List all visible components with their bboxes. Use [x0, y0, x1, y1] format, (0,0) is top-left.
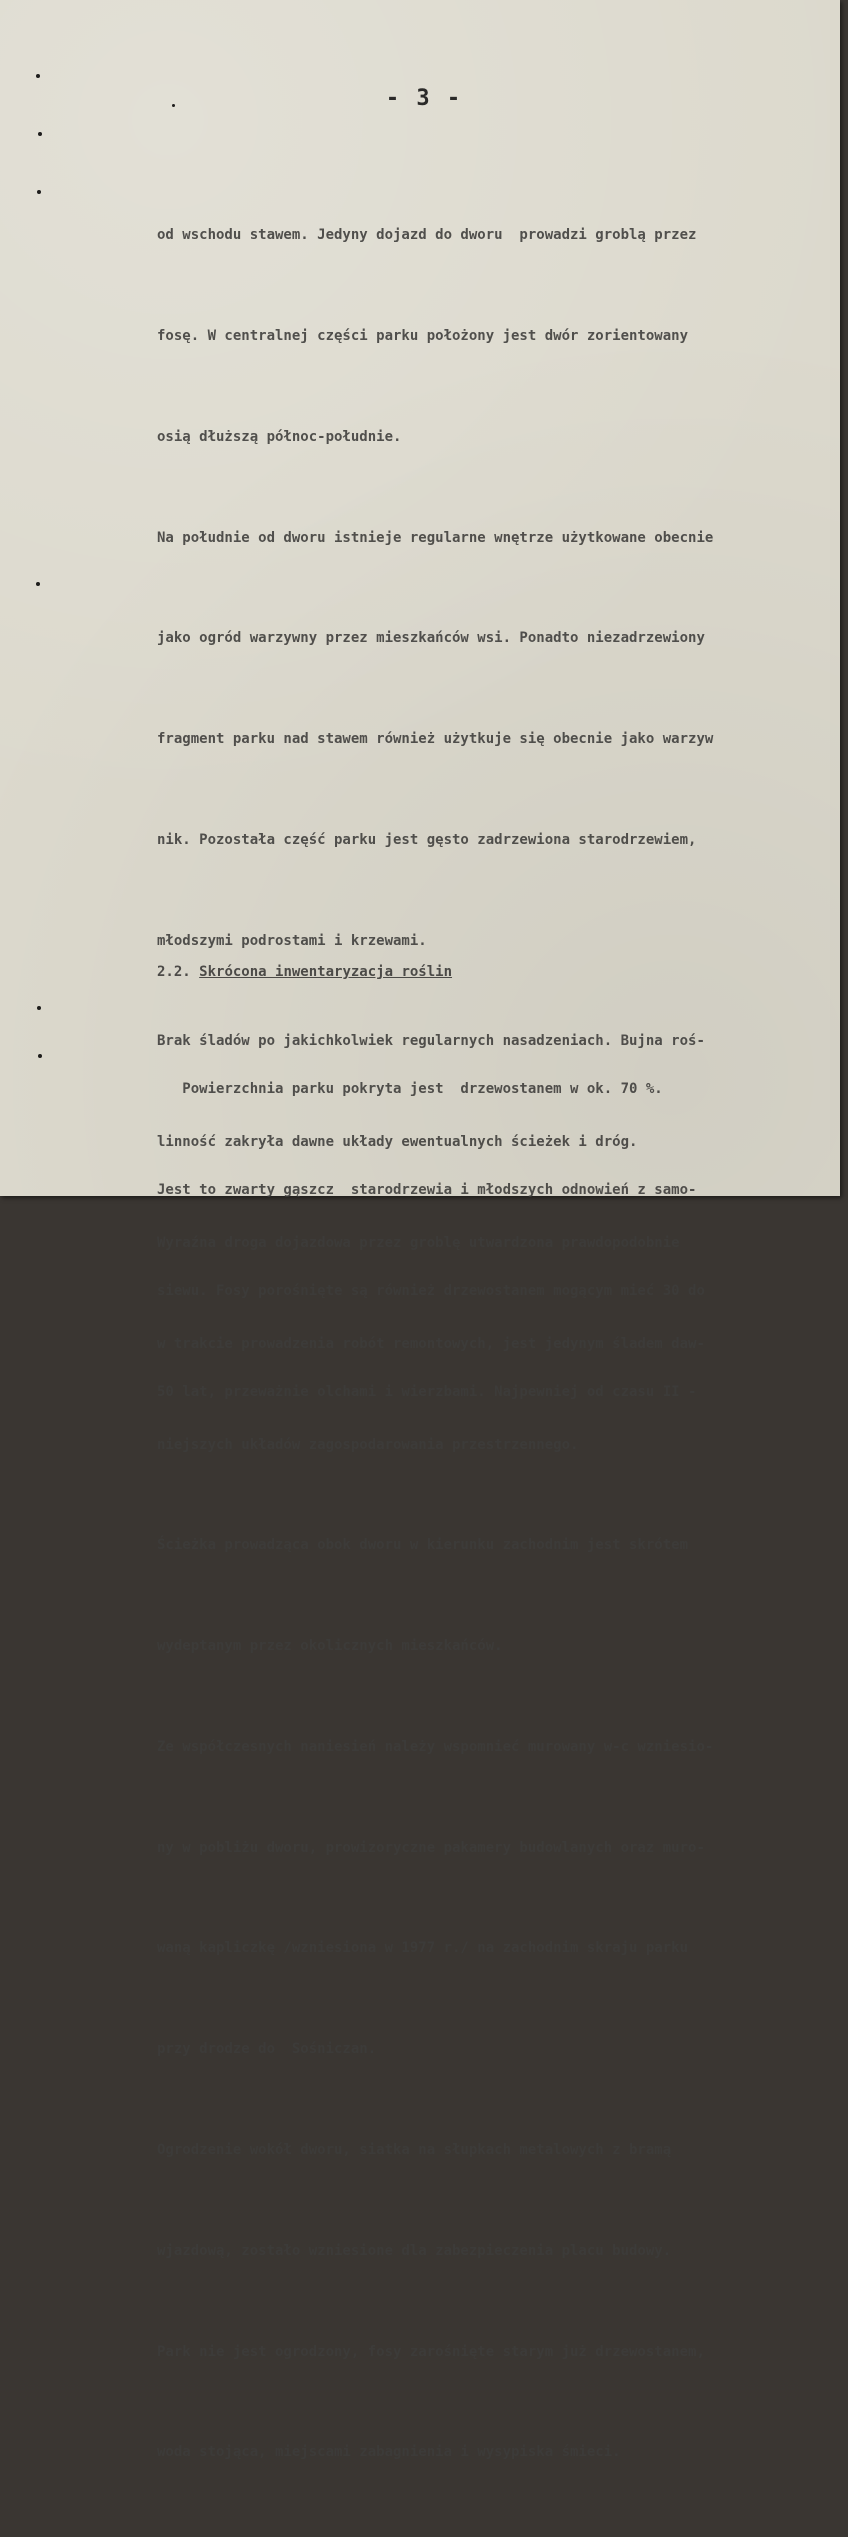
text-line: fosę. W centralnej części parku położony jest dwór zorientowany [157, 327, 689, 344]
punch-hole-mark [38, 132, 42, 136]
punch-hole-mark [37, 1006, 41, 1010]
text-line: Park nie jest ogrodzony, fosy zarośnięte starym już drzewostanem, [157, 2343, 705, 2360]
text-line: nik. Pozostała część parku jest gęsto zadrzewiona starodrzewiem, [157, 831, 697, 848]
text-line: ny w pobliżu dworu, prowizoryczne pakamery budowlanych oraz muro- [157, 1839, 705, 1856]
text-line: Powierzchnia parku pokryta jest drzewostanem w ok. 70 %. [157, 1081, 663, 1098]
section-title: Skrócona inwentaryzacja roślin [199, 964, 453, 980]
text-line: 50 lat, przeważnie olchami i wierzbami. Najpewniej od czasu II - [157, 1383, 697, 1400]
text-line: Jest to zwarty gąszcz starodrzewia i młodszych odnowień z samo- [157, 1181, 697, 1198]
text-line: osią dłuższą północ-południe. [157, 428, 402, 445]
text-line: Brak śladów po jakichkolwiek regularnych nasadzeniach. Bujna roś- [157, 1033, 705, 1050]
text-line: Ze współczesnych naniesień należy wspomnieć murowany w-c wzniesio- [157, 1738, 714, 1755]
punch-hole-mark [38, 1054, 42, 1058]
page-number: - 3 - [385, 86, 463, 111]
text-line: siewu. Fosy porośnięte są również drzewostanem mogącym mieć 30 do [157, 1282, 705, 1299]
text-line: waną kapliczkę /wzniesiona w 1977 r./ na zachodnim skraju parku [157, 1940, 689, 1957]
text-line: niejszych układów zagospodarowania przestrzennego. [157, 1436, 579, 1453]
text-line: wydeptanym przez okolicznych mieszkańców. [157, 1638, 503, 1655]
text-line: Ogrodzenie wokół dworu, siatka na słupkach metalowych z bramą [157, 2142, 672, 2159]
punch-hole-mark [37, 190, 41, 194]
text-line: fragment parku nad stawem również użytkuje się obecnie jako warzyw [157, 731, 714, 748]
text-line: wjazdową, zostało wzniesione dla zabezpieczenia placu budowy. [157, 2242, 672, 2259]
text-line: Ścieżka prowadząca obok dworu w kierunku zachodnim jest skrótem [157, 1537, 689, 1554]
text-line: Wyraźna droga dojazdowa przez groblę utwardzona prawdopodobnie [157, 1235, 680, 1251]
body-text-block-2 [157, 1006, 847, 1476]
text-line: woda stojąca, miejscami zabagnienia i wysypiska śmieci. [157, 2444, 621, 2461]
punch-hole-mark [36, 74, 40, 78]
punch-hole-mark [36, 582, 40, 586]
punch-hole-mark [172, 104, 175, 107]
section-number: 2.2. [157, 964, 191, 980]
text-line: jako ogród warzywny przez mieszkańców wsi. Ponadto niezadrzewiony [157, 630, 705, 647]
text-line: młodszymi podrostami i krzewami. [157, 932, 427, 949]
section-heading [157, 964, 452, 980]
text-line: w trakcie prowadzenia robót remontowych, jest jedynym śladem daw- [157, 1335, 705, 1352]
text-line: przy drodze do Sośniczan. [157, 2041, 377, 2058]
text-line: od wschodu stawem. Jedyny dojazd do dworu prowadzi groblą przez [157, 227, 697, 244]
text-line: linność zakryła dawne układy ewentualnych ścieżek i dróg. [157, 1134, 638, 1151]
text-line: Na południe od dworu istnieje regularne wnętrze użytkowane obecnie [157, 529, 714, 546]
